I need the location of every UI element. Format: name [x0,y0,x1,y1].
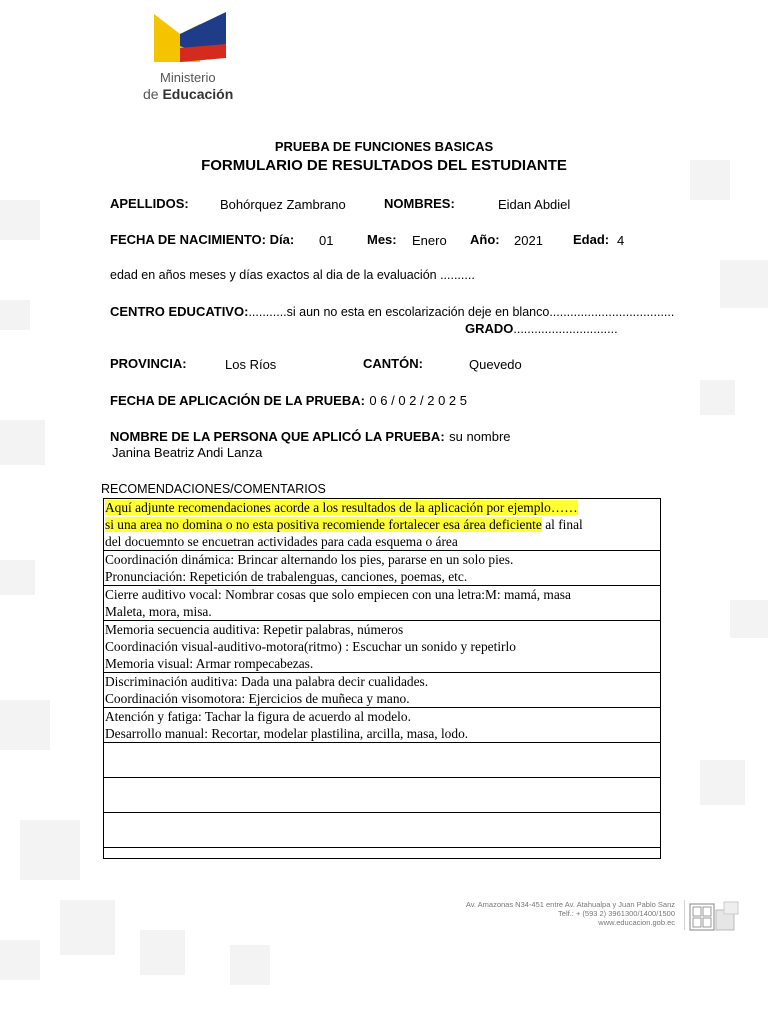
table-row [104,708,661,743]
canton-value: Quevedo [469,357,522,372]
table-cell [104,778,661,813]
building-icon [684,898,740,932]
edad-value: 4 [617,233,625,248]
footer-address: Av. Amazonas N34-451 entre Av. Atahualpa y Juan Pablo Sanz Telf.: + (593 2) 3961300/1400/1500 www.educacion.gob.ec [465,900,675,927]
apellidos-value: Bohórquez Zambrano [220,197,346,212]
anio-value: 2021 [514,233,543,248]
aplicador-value: Janina Beatriz Andi Lanza [112,445,263,460]
table-cell: Atención y fatiga: Tachar la figura de acuerdo al modelo. Desarrollo manual: Recortar, modelar plastilina, arcilla, masa, lodo. [104,708,661,743]
anio-label: Año: [470,232,500,247]
table-row-empty [104,813,661,848]
dia-value: 01 [319,233,334,248]
edad-note: edad en años meses y días exactos al dia de la evaluación .......... [110,268,475,282]
fecha-aplicacion-line: FECHA DE APLICACIÓN DE LA PRUEBA: 0 6 / 0 2 / 2 0 2 5 [110,393,467,408]
logo-text-educacion: de Educación [143,86,234,102]
logo-text-ministerio: Ministerio [160,70,216,85]
table-cell: Cierre auditivo vocal: Nombrar cosas que solo empiecen con una letra:M: mamá, masa Maleta, mora, misa. [104,586,661,621]
table-cell: Coordinación dinámica: Brincar alternando los pies, pararse en un solo pies. Pronunciación: Repetición de trabalenguas, canciones, poemas, etc. [104,551,661,586]
table-row [104,499,661,551]
nombres-label: NOMBRES: [384,196,455,211]
edad-label: Edad: [573,232,610,247]
form-title: PRUEBA DE FUNCIONES BASICAS [274,139,494,154]
table-cell: Discriminación auditiva: Dada una palabra decir cualidades. Coordinación visomotora: Ejercicios de muñeca y mano. [104,673,661,708]
recommendations-table [103,498,661,859]
table-cell [104,743,661,778]
fecha-nacimiento-label: FECHA DE NACIMIENTO: Día: [110,232,295,247]
table-row [104,586,661,621]
grado-line: GRADO.............................. [465,321,618,336]
canton-label: CANTÓN: [363,356,423,371]
table-row [104,673,661,708]
table-row-empty [104,778,661,813]
provincia-value: Los Ríos [225,357,277,372]
table-cell: Aquí adjunte recomendaciones acorde a los resultados de la aplicación por ejemplo…… si una area no domina o no esta positiva recomiende fortalecer esa área deficiente al final del docuemnto se encuetran actividades para cada esquema o área [104,499,661,551]
centro-educativo-line: CENTRO EDUCATIVO:...........si aun no esta en escolarización deje en blanco.................................... [110,304,675,319]
table-cell [104,848,661,859]
table-row-empty [104,743,661,778]
apellidos-label: APELLIDOS: [110,196,189,211]
table-cell: Memoria secuencia auditiva: Repetir palabras, números Coordinación visual-auditivo-motora(ritmo) : Escuchar un sonido y repetirlo Memoria visual: Armar rompecabezas. [104,621,661,673]
aplicador-line: NOMBRE DE LA PERSONA QUE APLICÓ LA PRUEBA: su nombre [110,429,511,444]
highlighted-instruction: Aquí adjunte recomendaciones acorde a los resultados de la aplicación por ejemplo…… [105,500,578,515]
mes-label: Mes: [367,232,397,247]
form-subtitle: FORMULARIO DE RESULTADOS DEL ESTUDIANTE [201,157,567,174]
mes-value: Enero [412,233,447,248]
instruction-text: del docuemnto se encuetran actividades para cada esquema o área [105,534,458,549]
provincia-label: PROVINCIA: [110,356,187,371]
table-row [104,551,661,586]
table-row-empty [104,848,661,859]
table-row [104,621,661,673]
highlighted-instruction: si una area no domina o no esta positiva recomiende fortalecer esa área deficiente [105,517,542,532]
recommendations-header: RECOMENDACIONES/COMENTARIOS [101,482,326,496]
table-cell [104,813,661,848]
nombres-value: Eidan Abdiel [498,197,571,212]
